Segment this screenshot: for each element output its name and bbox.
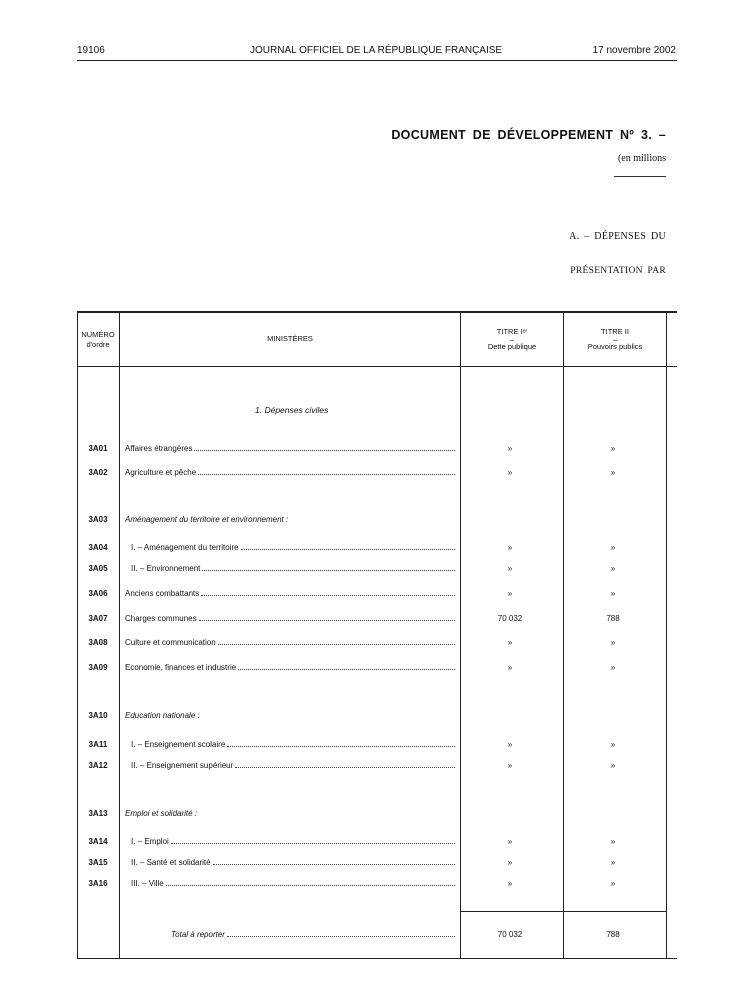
titre1-value: »	[507, 858, 513, 867]
row-label	[125, 465, 455, 481]
table-row	[77, 540, 677, 556]
dot-leader	[199, 619, 455, 621]
journal-title: JOURNAL OFFICIEL DE LA RÉPUBLIQUE FRANÇAISE	[250, 45, 503, 56]
table-row	[77, 512, 677, 528]
row-code: 3A14	[88, 837, 108, 846]
row-label	[125, 586, 455, 602]
row-label-text: Emploi et solidarité :	[125, 809, 198, 818]
dot-leader	[218, 643, 455, 645]
total-label	[171, 927, 455, 943]
row-code: 3A08	[88, 638, 108, 647]
row-label-text: Aménagement du territoire et environnement :	[125, 515, 289, 524]
row-label-text: I. – Aménagement du territoire	[131, 543, 239, 552]
header-rule	[77, 60, 677, 61]
row-label-text: Culture et communication	[125, 638, 216, 647]
titre2-value: »	[610, 837, 616, 846]
total-titre2-value: 788	[606, 930, 620, 939]
titre1-value: »	[507, 638, 513, 647]
row-label-text: Agriculture et pêche	[125, 468, 197, 477]
row-label	[125, 806, 455, 822]
titre1-value: »	[507, 740, 513, 749]
row-label-text: Affaires étrangères	[125, 444, 193, 453]
row-code: 3A02	[88, 468, 108, 477]
dot-leader	[194, 449, 455, 451]
col-header-titre2-line1: TITRE II	[601, 327, 629, 336]
row-label-text: II. – Santé et solidarité	[131, 858, 211, 867]
dot-leader	[198, 473, 455, 475]
units-note: (en millions	[617, 153, 666, 164]
row-code: 3A11	[88, 740, 108, 749]
col-header-titre2-line2: Pouvoirs publics	[587, 342, 643, 351]
table-row	[77, 834, 677, 850]
row-label-text: Charges communes	[125, 614, 197, 623]
row-label-text: Education nationale :	[125, 711, 200, 720]
table-row	[77, 561, 677, 577]
row-label	[125, 441, 455, 457]
col-header-titre2	[564, 327, 666, 352]
row-label	[125, 660, 455, 676]
row-code: 3A13	[88, 809, 108, 818]
table-row	[77, 806, 677, 822]
table-row	[77, 855, 677, 871]
row-code: 3A12	[88, 761, 108, 770]
row-label-text: Anciens combattants	[125, 589, 200, 598]
titre2-value: »	[610, 543, 616, 552]
table-row	[77, 611, 677, 627]
row-label	[125, 635, 455, 651]
table-row	[77, 708, 677, 724]
titre2-value: »	[610, 564, 616, 573]
row-code: 3A10	[88, 711, 108, 720]
total-titre1-value: 70 032	[497, 930, 523, 939]
table-row	[77, 441, 677, 457]
issue-date: 17 novembre 2002	[592, 45, 676, 56]
section-heading-civil: 1. Dépenses civiles	[255, 405, 329, 415]
row-code: 3A06	[88, 589, 108, 598]
row-code: 3A09	[88, 663, 108, 672]
row-label	[131, 561, 455, 577]
page-number: 19106	[77, 45, 105, 56]
titre2-value: »	[610, 740, 616, 749]
table-row	[77, 660, 677, 676]
row-code: 3A04	[88, 543, 108, 552]
document-title: DOCUMENT DE DÉVELOPPEMENT Nº 3. –	[391, 128, 666, 142]
row-label-text: III. – Ville	[131, 879, 164, 888]
titre1-value: »	[507, 543, 513, 552]
row-label-text: I. – Emploi	[131, 837, 169, 846]
table-row	[77, 758, 677, 774]
table-row	[77, 586, 677, 602]
total-row	[77, 927, 677, 943]
titre2-value: »	[610, 468, 616, 477]
row-code: 3A01	[88, 444, 108, 453]
dot-leader	[201, 594, 455, 596]
titre1-value: »	[507, 837, 513, 846]
row-label-text: II. – Enseignement supérieur	[131, 761, 234, 770]
row-label	[131, 540, 455, 556]
dot-leader	[241, 548, 455, 550]
titre2-value: »	[610, 879, 616, 888]
titre2-value: »	[610, 638, 616, 647]
row-code: 3A03	[88, 515, 108, 524]
dot-leader	[227, 745, 455, 747]
col-header-order	[77, 330, 119, 350]
section-title: A. – DÉPENSES DU	[569, 231, 666, 242]
row-label	[131, 876, 455, 892]
dot-leader	[227, 935, 455, 937]
dot-leader	[202, 569, 455, 571]
titre1-value: »	[507, 564, 513, 573]
titre1-value: »	[507, 589, 513, 598]
table-row	[77, 635, 677, 651]
row-code: 3A15	[88, 858, 108, 867]
table-row	[77, 737, 677, 753]
total-label-text: Total à reporter	[171, 930, 225, 939]
dot-leader	[166, 884, 455, 886]
titre2-value: »	[610, 444, 616, 453]
table-bottom-border	[77, 958, 677, 959]
titre2-value: »	[610, 858, 616, 867]
header-bottom-border	[77, 366, 677, 367]
dot-leader	[171, 842, 455, 844]
row-label-text: I. – Enseignement scolaire	[131, 740, 226, 749]
col-header-ministries: MINISTÈRES	[267, 334, 313, 343]
row-label	[125, 512, 455, 528]
col-header-titre1	[461, 327, 563, 352]
col-header-order-line2: d'ordre	[86, 340, 110, 349]
row-label	[131, 834, 455, 850]
col-header-titre1-line1: TITRE Iᵉʳ	[496, 327, 528, 336]
units-underline	[614, 176, 666, 177]
row-label-text: Economie, finances et industrie	[125, 663, 237, 672]
table-row	[77, 465, 677, 481]
row-label	[125, 611, 455, 627]
row-code: 3A05	[88, 564, 108, 573]
row-label	[131, 758, 455, 774]
table-row	[77, 876, 677, 892]
col-header-order-line1: NUMÉRO	[81, 330, 115, 339]
titre1-value: »	[507, 761, 513, 770]
dot-leader	[235, 766, 455, 768]
titre2-value: 788	[606, 614, 620, 623]
titre2-value: »	[610, 663, 616, 672]
col-header-titre1-line2: Dette publique	[487, 342, 537, 351]
titre1-value: »	[507, 468, 513, 477]
row-label-text: II. – Environnement	[131, 564, 201, 573]
col-header-titre1-dash: –	[509, 335, 515, 344]
row-label	[131, 855, 455, 871]
table-top-border	[77, 311, 677, 313]
titre1-value: »	[507, 444, 513, 453]
presentation-subtitle: PRÉSENTATION PAR	[570, 266, 666, 276]
row-code: 3A16	[88, 879, 108, 888]
titre1-value: 70 032	[497, 614, 523, 623]
titre2-value: »	[610, 589, 616, 598]
row-code: 3A07	[88, 614, 108, 623]
row-label	[131, 737, 455, 753]
titre1-value: »	[507, 879, 513, 888]
titre1-value: »	[507, 663, 513, 672]
dot-leader	[238, 668, 455, 670]
col-header-titre2-dash: –	[612, 335, 618, 344]
dot-leader	[213, 863, 455, 865]
row-label	[125, 708, 455, 724]
titre2-value: »	[610, 761, 616, 770]
